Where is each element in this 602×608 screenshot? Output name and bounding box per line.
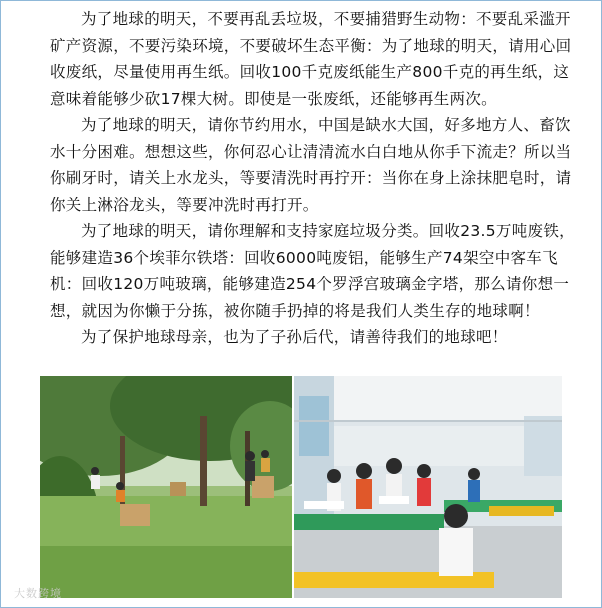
classroom-photo [294,376,562,598]
article-body [50,6,580,351]
park-cleanup-photo [40,376,292,598]
watermark: 大数跨境 [14,587,62,600]
paragraph-3: 为了地球的明天，请你理解和支持家庭垃圾分类。回收23.5万吨废铁，能够建造36个埃菲尔铁塔：回收6000吨废铝，能够生产74架空中客车飞机：回收120万吨玻璃，能够建造254个罗浮宫玻璃金字塔，那么请你想一想，就因为你懒于分拣，被你随手扔掉的将是我们人类生存的地球啊！ [50,222,575,320]
paragraph-2: 为了地球的明天，请你节约用水，中国是缺水大国，好多地方人、畜饮水十分困难。想想这些，你何忍心让清清流水白白地从你手下流走？所以当你刷牙时，请关上水龙头，等要清洗时再拧开：当你在身上涂抹肥皂时，请你关上淋浴龙头，等要冲洗时再打开。 [50,116,572,214]
paragraph-4: 为了保护地球母亲，也为了子孙后代，请善待我们的地球吧！ [81,328,508,346]
photo-strip [40,376,562,598]
paragraph-1: 为了地球的明天，不要再乱丢垃圾，不要捕猎野生动物：不要乱采滥开矿产资源，不要污染环境，不要破坏生态平衡：为了地球的明天，请用心回收废纸，尽量使用再生纸。回收100千克废纸能生产800千克的再生纸，这意味着能够少砍17棵大树。即使是一张废纸，还能够再生两次。 [50,10,572,108]
